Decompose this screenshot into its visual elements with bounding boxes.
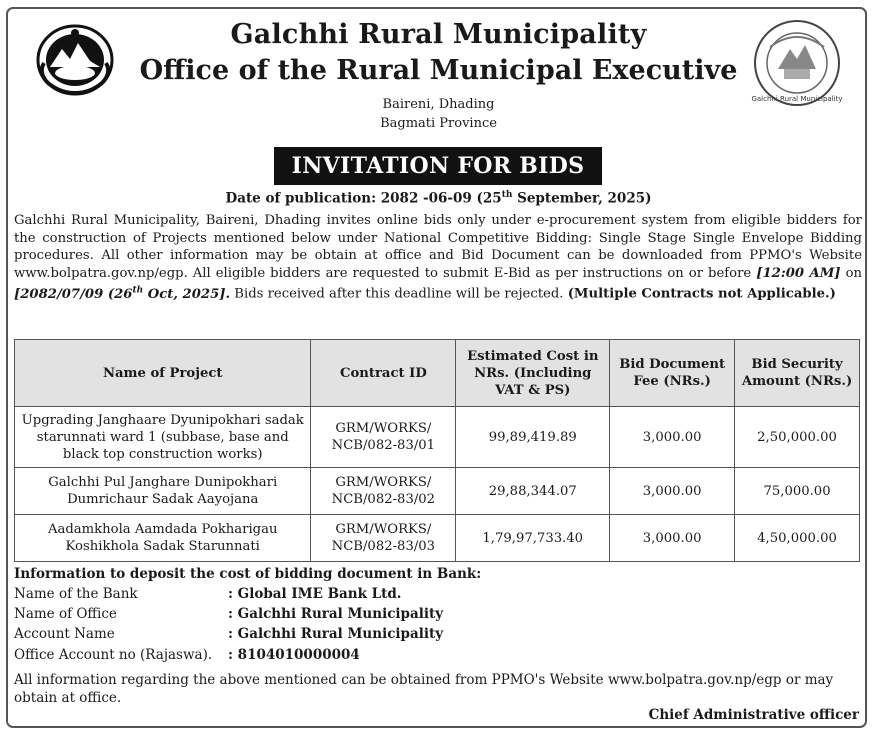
bid-security: 4,50,000.00 bbox=[735, 515, 860, 562]
col-header-project: Name of Project bbox=[15, 340, 311, 407]
col-header-security: Bid Security Amount (NRs.) bbox=[735, 340, 860, 407]
table-row bbox=[15, 515, 860, 562]
contract-id: GRM/WORKS/ NCB/082-83/01 bbox=[311, 407, 456, 468]
bid-security: 75,000.00 bbox=[735, 468, 860, 515]
project-name: Upgrading Janghaare Dyunipokhari sadak starunnati ward 1 (subbase, base and black top construction works) bbox=[15, 407, 311, 468]
project-name: Aadamkhola Aamdada Pokharigau Koshikhola Sadak Starunnati bbox=[15, 515, 311, 562]
bank-info-row: Name of the Bank : Global IME Bank Ltd. bbox=[14, 586, 402, 602]
invitation-banner: INVITATION FOR BIDS bbox=[274, 147, 602, 185]
office-title: Office of the Rural Municipal Executive bbox=[139, 55, 738, 86]
estimated-cost: 99,89,419.89 bbox=[456, 407, 610, 468]
table-header-row bbox=[15, 340, 860, 407]
bank-info-row: Account Name : Galchhi Rural Municipality bbox=[14, 626, 444, 642]
col-header-contract: Contract ID bbox=[311, 340, 456, 407]
deadline-time: [12:00 AM] bbox=[756, 265, 841, 281]
deadline-date: [2082/07/09 (26th Oct, 2025]. bbox=[14, 285, 231, 302]
bid-security: 2,50,000.00 bbox=[735, 407, 860, 468]
contract-id: GRM/WORKS/ NCB/082-83/03 bbox=[311, 515, 456, 562]
logo-caption: Galchhi Rural Municipality bbox=[751, 95, 843, 103]
intro-paragraph: Galchhi Rural Municipality, Baireni, Dhading invites online bids only under e-procurement system from eligible bidders for the construction of Projects mentioned below under National Competitive Bidding: Single Stage Single Envelope Bidding procedures. All other information may be obtain at office and Bid Document can be downloaded from PPMO's Website www.bolpatra.gov.np/egp. All eligible bidders are requested to submit E-Bid as per instructions on or before [12:00 AM] on [2082/07/09 (26th Oct, 2025]. Bids received after this deadline will be rejected. (Multiple Contracts not Applicable.) bbox=[14, 213, 862, 302]
document-fee: 3,000.00 bbox=[610, 407, 735, 468]
col-header-fee: Bid Document Fee (NRs.) bbox=[610, 340, 735, 407]
document-fee: 3,000.00 bbox=[610, 468, 735, 515]
project-name: Galchhi Pul Janghare Dunipokhari Dumrichaur Sadak Aayojana bbox=[15, 468, 311, 515]
contract-id: GRM/WORKS/ NCB/082-83/02 bbox=[311, 468, 456, 515]
document-fee: 3,000.00 bbox=[610, 515, 735, 562]
bank-info-row: Name of Office : Galchhi Rural Municipality bbox=[14, 606, 444, 622]
table-row bbox=[15, 468, 860, 515]
table-row bbox=[15, 407, 860, 468]
municipality-title: Galchhi Rural Municipality bbox=[230, 19, 647, 50]
bank-info-row: Office Account no (Rajaswa). : 8104010000004 bbox=[14, 647, 360, 663]
address-line-2: Bagmati Province bbox=[380, 116, 497, 131]
notice-page bbox=[6, 7, 867, 728]
bank-info-heading: Information to deposit the cost of bidding document in Bank: bbox=[14, 566, 482, 582]
estimated-cost: 1,79,97,733.40 bbox=[456, 515, 610, 562]
signoff: Chief Administrative officer bbox=[648, 707, 859, 723]
footer-note: All information regarding the above mentioned can be obtained from PPMO's Website www.bolpatra.gov.np/egp or may obtain at office. bbox=[14, 672, 834, 706]
multiple-contracts-note: (Multiple Contracts not Applicable.) bbox=[567, 286, 836, 302]
estimated-cost: 29,88,344.07 bbox=[456, 468, 610, 515]
col-header-cost: Estimated Cost in NRs. (Including VAT & PS) bbox=[456, 340, 610, 407]
bids-table bbox=[14, 339, 860, 562]
publication-date: Date of publication: 2082 -06-09 (25th September, 2025) bbox=[225, 190, 652, 207]
address-line-1: Baireni, Dhading bbox=[382, 97, 495, 112]
